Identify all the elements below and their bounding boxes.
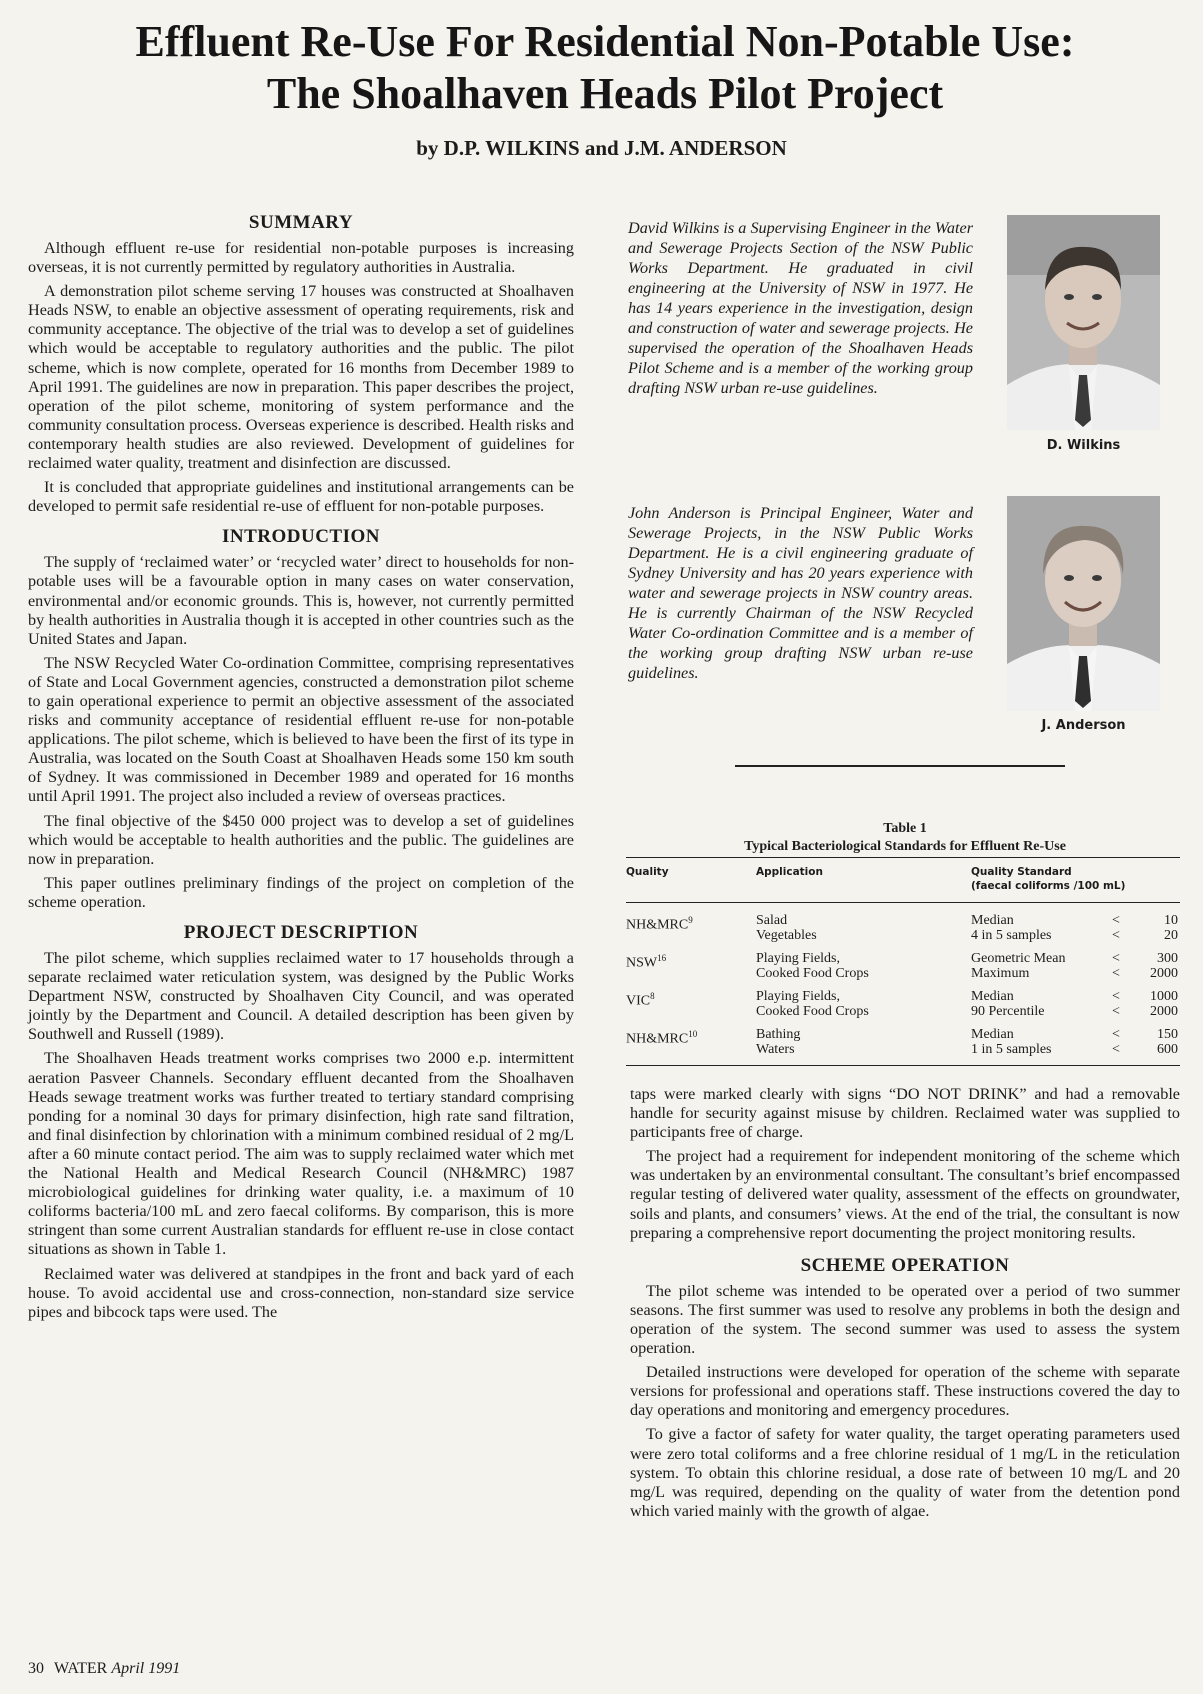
- bio-anderson: John Anderson is Principal Engineer, Water and Sewerage Projects, in the NSW Public Works Department. He is a civil engineering graduate of Sydney University and has 20 years experience with water and sewerage projects in NSW country areas. He is currently Chairman of the NSW Recycled Water Co-ordination Committee and is a member of the working group drafting NSW urban re-use guidelines.: [628, 504, 973, 682]
- title-line-2: The Shoalhaven Heads Pilot Project: [266, 69, 944, 118]
- cell-application: Playing Fields, Cooked Food Crops: [756, 989, 869, 1019]
- author-photo-anderson: [1007, 496, 1160, 711]
- introduction-heading: INTRODUCTION: [221, 526, 381, 548]
- table-row: [626, 989, 1180, 1027]
- summary-paragraph: Although effluent re-use for residential non-potable purposes is increasing overseas, it is not currently permitted by regulatory authorities in Australia.: [28, 239, 574, 277]
- introduction-paragraph: The supply of ‘reclaimed water’ or ‘recycled water’ direct to households for non- potable uses will be a favourable option in many cases on water conservation, environmental and/or economic grounds. This is, however, not currently permitted by health authorities in Australia though it is accepted in other countries such as the United States and Japan.: [28, 553, 574, 648]
- article-title: [20, 16, 1190, 120]
- scheme-paragraph: To give a factor of safety for water quality, the target operating parameters used were zero total coliforms and a free chlorine residual of 1 mg/L in the reticulation system. To obtain this chlorine residual, a dose rate of between 10 mg/L and 20 mg/L was required, depending on the quality of water from the detention pond which varied mainly with the growth of algae.: [630, 1425, 1180, 1520]
- cell-application: Bathing Waters: [756, 1027, 801, 1057]
- right-column: [630, 1085, 1180, 1526]
- table-row: [626, 1027, 1180, 1065]
- scheme-paragraph: Detailed instructions were developed for operation of the scheme with separate versions for professional and operations staff. These instructions covered the day to day operations and monitoring and emergency procedures.: [630, 1363, 1180, 1420]
- cell-standard: Median 4 in 5 samples: [971, 913, 1052, 943]
- section-divider: [735, 765, 1065, 767]
- table-header: [626, 858, 1180, 902]
- left-column: [28, 212, 574, 1327]
- introduction-section: [28, 526, 574, 912]
- issue-date: April 1991: [111, 1660, 181, 1677]
- bio-wilkins: David Wilkins is a Supervising Engineer in the Water and Sewerage Projects Section of the NSW Public Works Department. He graduated in civil engineering at the University of NSW in 1977. He has 14 years experience in the investigation, design and construction of water and sewerage projects. He supervised the operation of the Shoalhaven Heads Pilot Scheme and is a member of the working group drafting NSW urban re-use guidelines.: [628, 219, 973, 397]
- table-bottom-rule: [626, 1065, 1180, 1066]
- magazine-name: WATER: [54, 1660, 108, 1677]
- cell-quality: NSW$^{16}$: [626, 953, 667, 971]
- summary-section: [28, 212, 574, 516]
- col-quality: Quality: [626, 866, 669, 878]
- cell-quality: NH&MRC$^9$: [626, 915, 693, 933]
- introduction-paragraph: The final objective of the $450 000 project was to develop a set of guidelines which would be acceptable to health authorities and the public. The guidelines are now in preparation.: [28, 811, 574, 868]
- monitoring-paragraph: The project had a requirement for independent monitoring of the scheme which was undertaken by an environmental consultant. The consultant’s brief encompassed regular testing of delivered water quality, assessment of the effects on groundwater, soils and plants, and consumers’ views. At the end of the trial, the consultant is now preparing a comprehensive report documenting the project monitoring results.: [630, 1147, 1180, 1242]
- table-caption: Typical Bacteriological Standards for Effluent Re-Use: [744, 839, 1066, 854]
- cell-value: 300 2000: [1150, 951, 1178, 981]
- cell-standard: Median 90 Percentile: [971, 989, 1045, 1019]
- table-1: [626, 857, 1180, 1066]
- scheme-paragraph: The pilot scheme was intended to be operated over a period of two summer seasons. The first summer was used to resolve any problems in both the design and operation of the system. The second summer was used to assess the system operation.: [630, 1281, 1180, 1358]
- col-standard: Quality Standard: [971, 866, 1072, 878]
- summary-paragraph: A demonstration pilot scheme serving 17 houses was constructed at Shoalhaven Heads NSW, to enable an objective assessment of operating requirements, risk and community acceptance. The objective of the trial was to develop a set of guidelines which would be acceptable to regulatory authorities and the public. The pilot scheme, which is now complete, operated for 16 months from December 1989 to April 1991. The guidelines are now in preparation. This paper describes the project, operation of the pilot scheme, monitoring of system performance and the community consultation process. Overseas experience is described. Health risks and contemporary health studies are also reviewed. Development of guidelines for reclaimed water quality, treatment and disinfection are discussed.: [28, 282, 574, 473]
- table-row: [626, 951, 1180, 989]
- page-footer: [28, 1660, 180, 1678]
- portrait-wilkins-image: [1007, 215, 1160, 430]
- cell-value: 10 20: [1164, 913, 1178, 943]
- project-paragraph: The pilot scheme, which supplies reclaimed water to 17 households through a separate reclaimed water reticulation system, was designed by the Public Works Department NSW, constructed by Shoalhaven City Council, and was operated jointly by the Department and Council. A detailed description has been given by Southwell and Russell (1989).: [28, 949, 574, 1044]
- portrait-anderson-image: [1007, 496, 1160, 711]
- cell-quality: NH&MRC$^{10}$: [626, 1029, 698, 1047]
- introduction-paragraph: The NSW Recycled Water Co-ordination Committee, comprising representatives of State and Local Government agencies, constructed a demonstration pilot scheme to gain operational experience to permit an objective assessment of the associated risks and community acceptance of residential effluent re-use for non-potable applications. The pilot scheme, which is believed to have been the first of its type in Australia, was located on the South Coast at Shoalhaven Heads some 150 km south of Sydney. It was commissioned in December 1989 and operated for 16 months until April 1991. The project also included a review of overseas practices.: [28, 653, 574, 806]
- cell-lt: < <: [1112, 1027, 1120, 1057]
- byline: by D.P. WILKINS and J.M. ANDERSON: [416, 136, 787, 160]
- col-application: Application: [756, 866, 823, 878]
- cell-application: Salad Vegetables: [756, 913, 817, 943]
- table-label: Table 1: [883, 821, 927, 836]
- cell-lt: < <: [1112, 951, 1120, 981]
- cell-value: 150 600: [1157, 1027, 1178, 1057]
- col-standard-sub: (faecal coliforms /100 mL): [971, 880, 1126, 892]
- title-line-1: Effluent Re-Use For Residential Non-Potable Use:: [135, 17, 1075, 66]
- cell-lt: < <: [1112, 913, 1120, 943]
- project-description-heading: PROJECT DESCRIPTION: [183, 922, 419, 943]
- continued-paragraph: taps were marked clearly with signs “DO NOT DRINK” and had a removable handle for security against misuse by children. Reclaimed water was supplied to participants free of charge.: [630, 1085, 1180, 1142]
- author-photo-wilkins: [1007, 215, 1160, 430]
- project-paragraph: The Shoalhaven Heads treatment works comprises two 2000 e.p. intermittent aeration Pasveer Channels. Secondary effluent decanted from the Shoalhaven Heads sewage treatment works was further treated to tertiary standard comprising ponding for a nominal 30 days for primary disinfection, high rate sand filtration, and final disinfection by chlorination with a minimum combined residual of 2 mg/L after a 60 minute contact period. The aim was to supply reclaimed water which met the National Health and Medical Research Council (NH&MRC) 1987 microbiological guidelines for drinking water quality, i.e. a maximum of 10 coliforms bacteria/100 mL and zero faecal coliforms. By comparison, this is more stringent than some current Australian standards for effluent re-use in close contact situations as shown in Table 1.: [28, 1049, 574, 1259]
- scheme-operation-heading: SCHEME OPERATION: [800, 1254, 1010, 1276]
- cell-quality: VIC$^8$: [626, 991, 655, 1009]
- cell-standard: Median 1 in 5 samples: [971, 1027, 1052, 1057]
- introduction-paragraph: This paper outlines preliminary findings of the project on completion of the scheme operation.: [28, 873, 574, 911]
- summary-heading: SUMMARY: [248, 212, 354, 233]
- table-title: [630, 820, 1180, 856]
- caption-wilkins: D. Wilkins: [1046, 438, 1121, 453]
- cell-value: 1000 2000: [1150, 989, 1178, 1019]
- cell-standard: Geometric Mean Maximum: [971, 951, 1066, 981]
- project-description-section: [28, 922, 574, 1322]
- cell-application: Playing Fields, Cooked Food Crops: [756, 951, 869, 981]
- scheme-operation-section: [630, 1255, 1180, 1521]
- table-header-rule: [626, 902, 1180, 903]
- cell-lt: < <: [1112, 989, 1120, 1019]
- caption-anderson: J. Anderson: [1041, 718, 1126, 733]
- table-row: [626, 913, 1180, 951]
- summary-paragraph: It is concluded that appropriate guidelines and institutional arrangements can be developed to permit safe residential re-use of effluent for non-potable purposes.: [28, 478, 574, 516]
- page-number: 30: [28, 1660, 44, 1677]
- project-paragraph: Reclaimed water was delivered at standpipes in the front and back yard of each house. To avoid accidental use and cross-connection, non-standard size service pipes and bibcock taps were used. The: [28, 1264, 574, 1321]
